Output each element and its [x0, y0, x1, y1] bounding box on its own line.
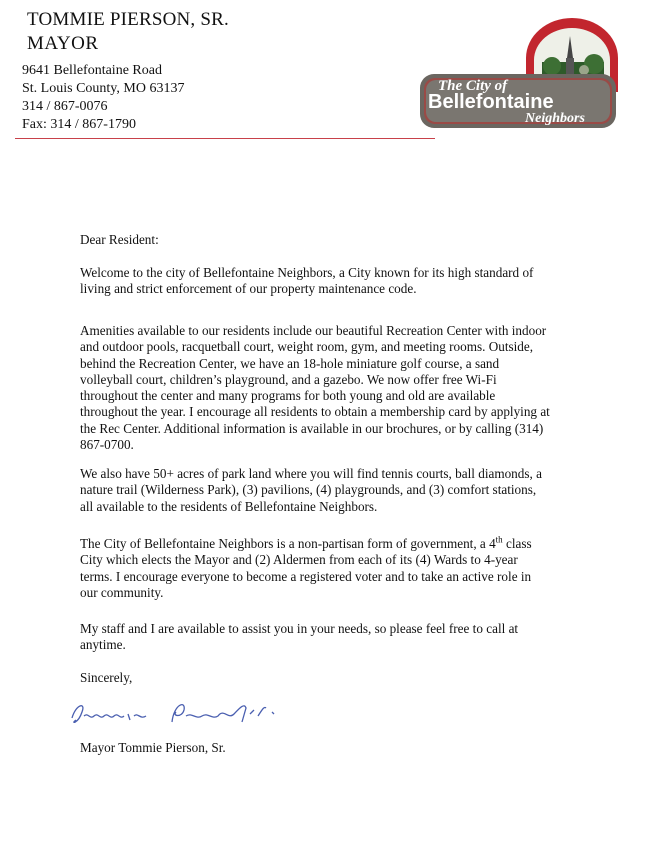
- government-text-a: The City of Bellefontaine Neighbors is a non-partisan form of government, a 4: [80, 536, 496, 551]
- logo-text-the-city-of: The City of: [438, 78, 508, 94]
- header-divider: [15, 138, 435, 139]
- logo-text-neighbors: Neighbors: [525, 111, 585, 126]
- closing: Sincerely,: [80, 670, 133, 685]
- logo-text-bellefontaine: Bellefontaine: [428, 91, 554, 113]
- ordinal-suffix: th: [495, 534, 503, 545]
- mayor-title: MAYOR: [27, 33, 99, 54]
- government-text-b: class City which elects the Mayor and (2) Aldermen from each of its (4) Wards to 4-year terms. I encourage everyone to become a registered voter and to take an active role in our community.: [80, 536, 532, 600]
- paragraph-amenities: Amenities available to our residents include our beautiful Recreation Center with indoor and outdoor pools, racquetball court, weight room, gym, and meeting rooms. Outside, behind the Recreation Center, we have an 18-hole miniature golf course, a sand volleyball court, children’s playground, and a gazebo. We now offer free Wi-Fi throughout the center and many programs for both young and old are available throughout the year. I encourage all residents to obtain a membership card by applying at the Rec Center. Additional information is available in our brochures, or by calling (314) 867-0700.: [80, 323, 550, 453]
- address-line-fax: Fax: 314 / 867-1790: [22, 117, 136, 132]
- paragraph-parks: We also have 50+ acres of park land where you will find tennis courts, ball diamonds, a nature trail (Wilderness Park), (3) pavilions, (4) playgrounds, and (3) comfort stations, all available to the residents of Bellefontaine Neighbors.: [80, 466, 542, 514]
- paragraph-assist: My staff and I are available to assist you in your needs, so please feel free to call at anytime.: [80, 621, 519, 653]
- address-line-city: St. Louis County, MO 63137: [22, 81, 185, 96]
- city-logo: [418, 18, 618, 132]
- letterhead: [0, 0, 650, 140]
- salutation: Dear Resident:: [80, 232, 159, 247]
- handwritten-signature: [68, 694, 288, 734]
- address-line-phone: 314 / 867-0076: [22, 99, 108, 114]
- paragraph-government: [80, 536, 550, 601]
- mayor-name: TOMMIE PIERSON, SR.: [27, 9, 229, 30]
- address-line-street: 9641 Bellefontaine Road: [22, 63, 162, 78]
- signoff: Mayor Tommie Pierson, Sr.: [80, 740, 226, 755]
- paragraph-welcome: Welcome to the city of Bellefontaine Neighbors, a City known for its high standard of living and strict enforcement of our property maintenance code.: [80, 265, 534, 297]
